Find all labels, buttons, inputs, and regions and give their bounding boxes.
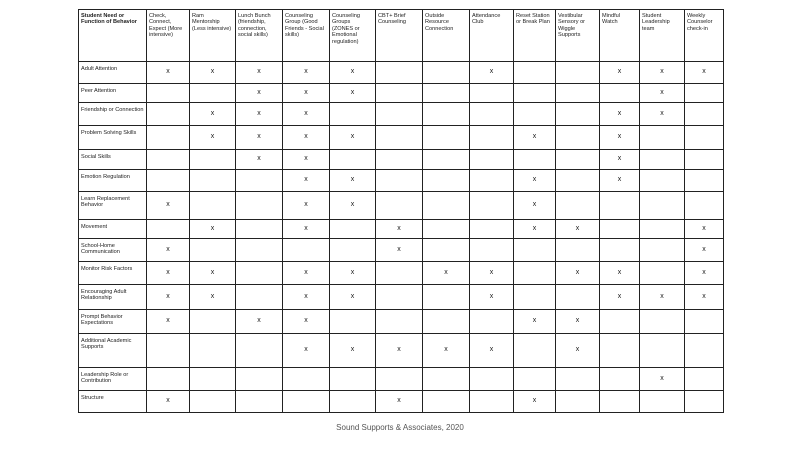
mark-cell-checked: x: [556, 334, 600, 368]
mark-cell-empty: [330, 310, 376, 334]
mark-cell-empty: [640, 192, 685, 220]
table-row: [79, 285, 724, 310]
mark-cell-checked: x: [283, 170, 330, 192]
mark-cell-checked: x: [685, 239, 724, 262]
mark-cell-checked: x: [640, 285, 685, 310]
mark-cell-empty: [556, 150, 600, 170]
mark-cell-empty: [423, 391, 470, 413]
mark-cell-empty: [640, 334, 685, 368]
mark-cell-checked: x: [190, 285, 236, 310]
mark-cell-empty: [514, 150, 556, 170]
mark-cell-checked: x: [640, 103, 685, 126]
mark-cell-empty: [423, 239, 470, 262]
mark-cell-checked: x: [283, 62, 330, 84]
mark-cell-checked: x: [376, 334, 423, 368]
mark-cell-checked: x: [190, 220, 236, 239]
mark-cell-empty: [147, 368, 190, 391]
mark-cell-checked: x: [685, 285, 724, 310]
mark-cell-empty: [640, 170, 685, 192]
mark-cell-checked: x: [283, 192, 330, 220]
mark-cell-checked: x: [514, 170, 556, 192]
mark-cell-checked: x: [147, 285, 190, 310]
mark-cell-empty: [685, 192, 724, 220]
column-header-support: Student Leadership team: [640, 10, 685, 62]
row-header-need: Learn Replacement Behavior: [79, 192, 147, 220]
mark-cell-empty: [283, 239, 330, 262]
mark-cell-empty: [470, 150, 514, 170]
mark-cell-empty: [190, 192, 236, 220]
row-header-need: Structure: [79, 391, 147, 413]
mark-cell-checked: x: [236, 310, 283, 334]
mark-cell-checked: x: [600, 170, 640, 192]
mark-cell-empty: [283, 368, 330, 391]
mark-cell-empty: [147, 103, 190, 126]
mark-cell-checked: x: [147, 239, 190, 262]
mark-cell-empty: [236, 262, 283, 285]
mark-cell-empty: [376, 103, 423, 126]
mark-cell-empty: [470, 220, 514, 239]
mark-cell-empty: [423, 170, 470, 192]
mark-cell-checked: x: [514, 192, 556, 220]
mark-cell-empty: [376, 262, 423, 285]
mark-cell-empty: [423, 126, 470, 150]
mark-cell-empty: [376, 150, 423, 170]
mark-cell-empty: [330, 220, 376, 239]
mark-cell-empty: [556, 391, 600, 413]
mark-cell-empty: [600, 220, 640, 239]
mark-cell-empty: [470, 391, 514, 413]
mark-cell-empty: [423, 84, 470, 103]
table-row: [79, 150, 724, 170]
mark-cell-empty: [236, 368, 283, 391]
mark-cell-checked: x: [283, 334, 330, 368]
mark-cell-checked: x: [685, 262, 724, 285]
mark-cell-empty: [556, 285, 600, 310]
mark-cell-empty: [470, 239, 514, 262]
mark-cell-checked: x: [330, 84, 376, 103]
mark-cell-checked: x: [470, 285, 514, 310]
mark-cell-empty: [147, 170, 190, 192]
mark-cell-empty: [376, 84, 423, 103]
row-header-need: Adult Attention: [79, 62, 147, 84]
table-row: [79, 103, 724, 126]
mark-cell-empty: [376, 285, 423, 310]
mark-cell-empty: [236, 334, 283, 368]
table-row: [79, 262, 724, 285]
mark-cell-checked: x: [640, 62, 685, 84]
mark-cell-empty: [236, 239, 283, 262]
table-header-row: [79, 10, 724, 62]
mark-cell-empty: [514, 285, 556, 310]
column-header-support: Ram Mentorship (Less intensive): [190, 10, 236, 62]
mark-cell-checked: x: [600, 103, 640, 126]
mark-cell-empty: [423, 310, 470, 334]
table-row: [79, 391, 724, 413]
mark-cell-checked: x: [423, 334, 470, 368]
mark-cell-checked: x: [556, 262, 600, 285]
mark-cell-empty: [556, 239, 600, 262]
mark-cell-empty: [556, 192, 600, 220]
mark-cell-empty: [514, 103, 556, 126]
mark-cell-checked: x: [600, 126, 640, 150]
mark-cell-checked: x: [514, 126, 556, 150]
mark-cell-empty: [330, 103, 376, 126]
mark-cell-checked: x: [283, 310, 330, 334]
mark-cell-empty: [685, 391, 724, 413]
row-header-need: Movement: [79, 220, 147, 239]
row-header-need: Friendship or Connection: [79, 103, 147, 126]
mark-cell-empty: [190, 239, 236, 262]
table-row: [79, 239, 724, 262]
mark-cell-checked: x: [376, 391, 423, 413]
mark-cell-empty: [685, 150, 724, 170]
mark-cell-checked: x: [556, 310, 600, 334]
mark-cell-checked: x: [685, 62, 724, 84]
table-row: [79, 334, 724, 368]
mark-cell-empty: [514, 62, 556, 84]
mark-cell-empty: [330, 150, 376, 170]
row-header-need: School-Home Communication: [79, 239, 147, 262]
mark-cell-empty: [147, 220, 190, 239]
mark-cell-checked: x: [190, 126, 236, 150]
column-header-need: Student Need or Function of Behavior: [79, 10, 147, 62]
mark-cell-empty: [470, 368, 514, 391]
mark-cell-empty: [600, 239, 640, 262]
mark-cell-checked: x: [600, 262, 640, 285]
footer-credit: Sound Supports & Associates, 2020: [336, 423, 464, 432]
row-header-need: Encouraging Adult Relationship: [79, 285, 147, 310]
mark-cell-empty: [190, 150, 236, 170]
mark-cell-empty: [640, 391, 685, 413]
mark-cell-empty: [376, 368, 423, 391]
mark-cell-checked: x: [147, 391, 190, 413]
row-header-need: Problem Solving Skills: [79, 126, 147, 150]
mark-cell-empty: [640, 220, 685, 239]
mark-cell-empty: [470, 170, 514, 192]
mark-cell-checked: x: [147, 62, 190, 84]
mark-cell-checked: x: [330, 192, 376, 220]
mark-cell-checked: x: [376, 220, 423, 239]
mark-cell-checked: x: [470, 334, 514, 368]
mark-cell-empty: [330, 391, 376, 413]
mark-cell-empty: [147, 126, 190, 150]
mark-cell-empty: [640, 150, 685, 170]
mark-cell-checked: x: [190, 62, 236, 84]
row-header-need: Emotion Regulation: [79, 170, 147, 192]
mark-cell-empty: [147, 150, 190, 170]
mark-cell-empty: [556, 126, 600, 150]
mark-cell-checked: x: [330, 262, 376, 285]
column-header-support: Reset Station or Break Plan: [514, 10, 556, 62]
mark-cell-empty: [283, 391, 330, 413]
mark-cell-checked: x: [423, 262, 470, 285]
mark-cell-checked: x: [236, 103, 283, 126]
mark-cell-checked: x: [640, 84, 685, 103]
mark-cell-empty: [190, 310, 236, 334]
mark-cell-empty: [640, 239, 685, 262]
mark-cell-checked: x: [236, 126, 283, 150]
mark-cell-empty: [470, 310, 514, 334]
mark-cell-checked: x: [330, 285, 376, 310]
mark-cell-empty: [470, 103, 514, 126]
mark-cell-checked: x: [147, 192, 190, 220]
mark-cell-checked: x: [330, 62, 376, 84]
mark-cell-checked: x: [283, 285, 330, 310]
mark-cell-checked: x: [376, 239, 423, 262]
mark-cell-checked: x: [514, 220, 556, 239]
mark-cell-checked: x: [147, 310, 190, 334]
mark-cell-checked: x: [283, 126, 330, 150]
mark-cell-empty: [640, 126, 685, 150]
table-row: [79, 310, 724, 334]
column-header-support: Vestibular Sensory or Wiggle Supports: [556, 10, 600, 62]
mark-cell-empty: [423, 192, 470, 220]
mark-cell-empty: [514, 368, 556, 391]
mark-cell-checked: x: [514, 310, 556, 334]
mark-cell-empty: [423, 368, 470, 391]
mark-cell-empty: [190, 334, 236, 368]
mark-cell-checked: x: [330, 170, 376, 192]
column-header-support: Weekly Counselor check-in: [685, 10, 724, 62]
mark-cell-empty: [600, 310, 640, 334]
mark-cell-empty: [423, 150, 470, 170]
mark-cell-empty: [685, 310, 724, 334]
supports-matrix-table: [78, 9, 724, 413]
mark-cell-empty: [685, 103, 724, 126]
mark-cell-checked: x: [283, 84, 330, 103]
row-header-need: Social Skills: [79, 150, 147, 170]
mark-cell-empty: [470, 84, 514, 103]
column-header-support: Outside Resource Connection: [423, 10, 470, 62]
mark-cell-checked: x: [236, 62, 283, 84]
mark-cell-empty: [685, 84, 724, 103]
mark-cell-checked: x: [556, 220, 600, 239]
mark-cell-empty: [376, 192, 423, 220]
mark-cell-checked: x: [600, 285, 640, 310]
table-row: [79, 126, 724, 150]
mark-cell-checked: x: [470, 62, 514, 84]
column-header-support: Mindful Watch: [600, 10, 640, 62]
mark-cell-checked: x: [283, 262, 330, 285]
mark-cell-empty: [376, 170, 423, 192]
mark-cell-empty: [236, 170, 283, 192]
mark-cell-empty: [556, 62, 600, 84]
mark-cell-empty: [685, 368, 724, 391]
mark-cell-empty: [600, 368, 640, 391]
mark-cell-empty: [190, 391, 236, 413]
column-header-support: Lunch Bunch (friendship, connection, social skills): [236, 10, 283, 62]
mark-cell-empty: [556, 84, 600, 103]
mark-cell-empty: [556, 103, 600, 126]
mark-cell-checked: x: [514, 391, 556, 413]
mark-cell-checked: x: [283, 220, 330, 239]
mark-cell-empty: [147, 84, 190, 103]
mark-cell-empty: [640, 262, 685, 285]
mark-cell-empty: [514, 262, 556, 285]
mark-cell-empty: [236, 391, 283, 413]
mark-cell-empty: [376, 126, 423, 150]
mark-cell-empty: [514, 84, 556, 103]
mark-cell-checked: x: [283, 103, 330, 126]
mark-cell-empty: [685, 334, 724, 368]
mark-cell-checked: x: [236, 150, 283, 170]
column-header-support: Check, Connect, Expect (More intensive): [147, 10, 190, 62]
mark-cell-checked: x: [685, 220, 724, 239]
mark-cell-checked: x: [147, 262, 190, 285]
mark-cell-empty: [190, 170, 236, 192]
mark-cell-checked: x: [330, 334, 376, 368]
mark-cell-empty: [330, 239, 376, 262]
mark-cell-empty: [330, 368, 376, 391]
mark-cell-empty: [423, 62, 470, 84]
mark-cell-empty: [423, 220, 470, 239]
mark-cell-empty: [600, 192, 640, 220]
mark-cell-empty: [640, 310, 685, 334]
mark-cell-empty: [556, 368, 600, 391]
mark-cell-empty: [556, 170, 600, 192]
mark-cell-empty: [600, 391, 640, 413]
mark-cell-empty: [514, 239, 556, 262]
mark-cell-empty: [600, 334, 640, 368]
mark-cell-checked: x: [190, 103, 236, 126]
row-header-need: Leadership Role or Contribution: [79, 368, 147, 391]
mark-cell-empty: [600, 84, 640, 103]
mark-cell-empty: [190, 368, 236, 391]
row-header-need: Monitor Risk Factors: [79, 262, 147, 285]
mark-cell-empty: [514, 334, 556, 368]
mark-cell-empty: [685, 126, 724, 150]
table-row: [79, 84, 724, 103]
mark-cell-checked: x: [640, 368, 685, 391]
mark-cell-empty: [376, 62, 423, 84]
row-header-need: Additional Academic Supports: [79, 334, 147, 368]
table-row: [79, 368, 724, 391]
mark-cell-checked: x: [330, 126, 376, 150]
mark-cell-empty: [685, 170, 724, 192]
mark-cell-empty: [147, 334, 190, 368]
mark-cell-checked: x: [190, 262, 236, 285]
row-header-need: Prompt Behavior Expectations: [79, 310, 147, 334]
table-row: [79, 62, 724, 84]
mark-cell-empty: [236, 285, 283, 310]
mark-cell-empty: [423, 103, 470, 126]
mark-cell-checked: x: [236, 84, 283, 103]
table-row: [79, 220, 724, 239]
mark-cell-empty: [470, 126, 514, 150]
mark-cell-empty: [236, 220, 283, 239]
mark-cell-empty: [190, 84, 236, 103]
table-row: [79, 192, 724, 220]
mark-cell-checked: x: [283, 150, 330, 170]
mark-cell-empty: [423, 285, 470, 310]
mark-cell-checked: x: [470, 262, 514, 285]
column-header-support: Counseling Group (Good Friends - Social skills): [283, 10, 330, 62]
table-body: [79, 62, 724, 413]
column-header-support: CBT+ Brief Counseling: [376, 10, 423, 62]
mark-cell-checked: x: [600, 62, 640, 84]
column-header-support: Counseling Groups (ZONES or Emotional regulation): [330, 10, 376, 62]
mark-cell-empty: [470, 192, 514, 220]
mark-cell-empty: [236, 192, 283, 220]
table-row: [79, 170, 724, 192]
row-header-need: Peer Attention: [79, 84, 147, 103]
mark-cell-empty: [376, 310, 423, 334]
column-header-support: Attendance Club: [470, 10, 514, 62]
mark-cell-checked: x: [600, 150, 640, 170]
